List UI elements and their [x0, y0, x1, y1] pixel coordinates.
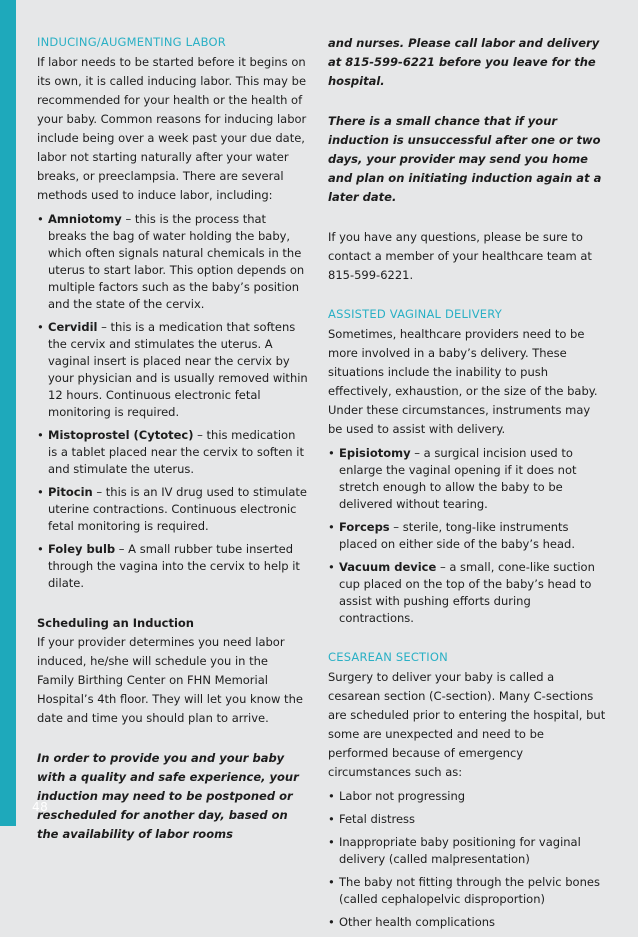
list-item: • Other health complications: [328, 914, 606, 931]
circumstances-list: [328, 788, 606, 931]
postpone-notice: In order to provide you and your baby with a quality and safe experience, your induction may need to be postponed or rescheduled for another day, based on the availability of labor rooms: [37, 751, 299, 841]
page-side-bar: [0, 0, 16, 826]
left-column: [37, 34, 308, 844]
list-item: • Episiotomy – a surgical incision used to enlarge the vaginal opening if it does not stretch enough to allow the baby to be delivered without tearing.: [328, 445, 606, 513]
list-item: • The baby not fitting through the pelvic bones (called cephalopelvic disproportion): [328, 874, 606, 908]
list-item: • Foley bulb – A small rubber tube inserted through the vagina into the cervix to help it dilate.: [37, 541, 308, 592]
assisted-paragraph: Sometimes, healthcare providers need to be more involved in a baby’s delivery. These situations include the inability to push effectively, exhaustion, or the size of the baby. Under these circumstances, instruments may be used to assist with delivery.: [328, 327, 598, 436]
list-item: • Amniotomy – this is the process that breaks the bag of water holding the baby, which often signals natural chemicals in the uterus to start labor. This option depends on multiple factors such as the baby’s position and the state of the cervix.: [37, 211, 308, 313]
cesarean-paragraph: Surgery to deliver your baby is called a cesarean section (C-section). Many C-sections are scheduled prior to entering the hospital, but some are unexpected and need to be performed because of emergency circumstances such as:: [328, 670, 606, 779]
inducing-paragraph: If labor needs to be started before it begins on its own, it is called inducing labor. This may be recommended for your health or the health of your baby. Common reasons for inducing labor include being over a week past your due date, labor not starting naturally after your water breaks, or preeclampsia. There are several methods used to induce labor, including:: [37, 55, 307, 202]
right-column: [328, 34, 606, 937]
list-item: • Vacuum device – a small, cone-like suction cup placed on the top of the baby’s head to assist with pushing efforts during contractions.: [328, 559, 606, 627]
list-item: • Cervidil – this is a medication that softens the cervix and stimulates the uterus. A vaginal insert is placed near the cervix by your physician and is usually removed within 12 hours. Continuous electronic fetal monitoring is required.: [37, 319, 308, 421]
list-item: • Inappropriate baby positioning for vaginal delivery (called malpresentation): [328, 834, 606, 868]
list-item: • Fetal distress: [328, 811, 606, 828]
list-item: • Mistoprostel (Cytotec) – this medication is a tablet placed near the cervix to soften it and stimulate the uterus.: [37, 427, 308, 478]
page-number: 48: [32, 800, 49, 814]
induction-methods-list: [37, 211, 308, 592]
list-item: • Pitocin – this is an IV drug used to stimulate uterine contractions. Continuous electronic fetal monitoring is required.: [37, 484, 308, 535]
scheduling-heading: Scheduling an Induction: [37, 616, 194, 630]
assisted-heading: ASSISTED VAGINAL DELIVERY: [328, 307, 502, 321]
scheduling-paragraph: If your provider determines you need labor induced, he/she will schedule you in the Family Birthing Center on FHN Memorial Hospital’s 4th floor. They will let you know the date and time you should plan to arrive.: [37, 635, 303, 725]
unsuccessful-notice: There is a small chance that if your induction is unsuccessful after one or two days, your provider may send you home and plan on initiating induction again at a later date.: [328, 114, 602, 204]
instruments-list: [328, 445, 606, 627]
postpone-notice-continued: and nurses. Please call labor and delivery at 815-599-6221 before you leave for the hospital.: [328, 36, 600, 88]
questions-paragraph: If you have any questions, please be sure to contact a member of your healthcare team at 815-599-6221.: [328, 230, 592, 282]
cesarean-heading: CESAREAN SECTION: [328, 650, 448, 664]
inducing-heading: INDUCING/AUGMENTING LABOR: [37, 35, 226, 49]
list-item: • Labor not progressing: [328, 788, 606, 805]
list-item: • Forceps – sterile, tong-like instruments placed on either side of the baby’s head.: [328, 519, 606, 553]
